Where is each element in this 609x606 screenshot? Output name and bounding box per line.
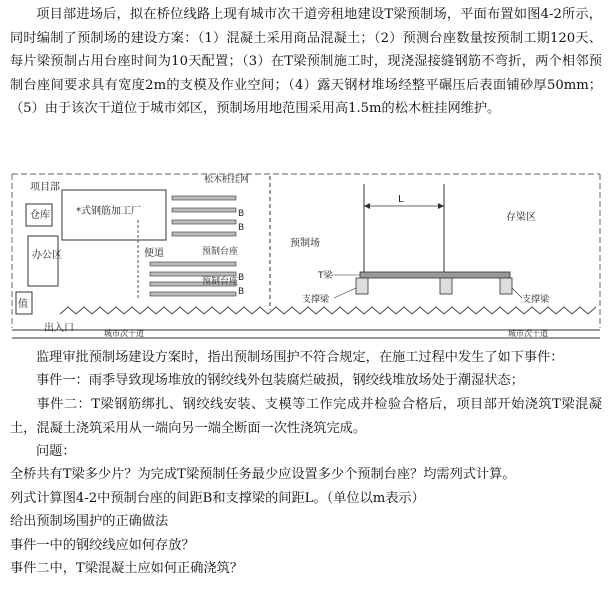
- dim-b3: B: [238, 273, 245, 283]
- pedestal-label-1: 预制台座: [202, 247, 239, 257]
- support-beam-label-2: 支撑梁: [522, 295, 550, 305]
- support-right: [500, 278, 512, 294]
- intro-text: 项目部进场后，拟在桥位线路上现有城市次干道旁租地建设T梁预制场，平面布置如图4-2所示，同时编制了预制场的建设方案：（1）混凝土采用商品混凝土；（2）预测台座数量按预制工期120天、每片梁预制占用台座时间为10天配置；（3）在T梁预制施工时，现浇湿接缝钢筋不弯折，两个相邻预制台座间要求具有宽度2m的支模及作业空间；（4）露天钢材堆场经整平碾压后表面铺砂厚50mm；（5）由于该次干道位于城市郊区，预制场用地范围采用高1.5m的松木桩挂网维护。: [10, 7, 602, 117]
- yard-label: 预制场: [290, 238, 320, 249]
- question-3: 给出预制场围护的正确做法: [10, 514, 169, 529]
- question-1: 全桥共有T梁多少片？为完成T梁预制任务最少应设置多少个预制台座？均需列式计算。: [10, 467, 516, 482]
- question-2: 列式计算图4-2中预制台座的间距B和支撑梁的间距L。（单位以m表示）: [10, 491, 425, 506]
- t-beam: [360, 272, 510, 278]
- questions-title: 问题：: [36, 444, 76, 459]
- support-beam-label: 支撑梁: [302, 295, 330, 305]
- pedestal-label-2: 预制台座: [202, 277, 239, 287]
- intro-paragraph: [10, 3, 602, 121]
- dim-l: L: [398, 194, 404, 205]
- question-5: 事件二中，T梁混凝土应如何正确浇筑？: [10, 561, 243, 576]
- entrance-label: 出入口: [44, 323, 74, 334]
- question-4: 事件一中的钢绞线应如何存放？: [10, 538, 195, 553]
- access-road-label: 便道: [144, 248, 164, 259]
- steel-shop-label: *式钢筋加工厂: [76, 206, 141, 217]
- beam-label: T梁: [318, 271, 333, 281]
- supervision-paragraph: 监理审批预制场建设方案时，指出预制场围护不符合规定，在施工过程中发生了如下事件：: [36, 350, 564, 365]
- office-label: 项目部: [30, 182, 60, 193]
- guard-label: 值: [18, 299, 28, 310]
- site-layout-diagram: [0, 160, 609, 342]
- dim-b2: B: [238, 223, 245, 233]
- event2-paragraph: 事件二：T梁钢筋绑扎、钢绞线安装、支模等工作完成并检验合格后，项目部开始浇筑T梁混凝土，混凝土浇筑采用从一端向另一端全断面一次性浇筑完成。: [10, 397, 602, 436]
- storage-label: 存梁区: [506, 212, 536, 223]
- road-label-1: 城市次干道: [104, 329, 144, 338]
- dim-b4: B: [238, 287, 245, 297]
- support-mid: [440, 278, 452, 294]
- road-label-2: 城市次干道: [508, 329, 548, 338]
- dim-b1: B: [238, 209, 245, 219]
- steel-yard-label: 松木桩挂网: [204, 175, 250, 185]
- pedestal-group-top: [172, 196, 236, 236]
- warehouse-label: 仓库: [30, 210, 50, 221]
- office-area-label: 办公区: [32, 250, 62, 261]
- support-left: [356, 278, 368, 294]
- office-area-box: [28, 236, 58, 286]
- event1-paragraph: 事件一：雨季导致现场堆放的钢绞线外包装腐烂破损，钢绞线堆放场处于潮湿状态；: [36, 373, 524, 388]
